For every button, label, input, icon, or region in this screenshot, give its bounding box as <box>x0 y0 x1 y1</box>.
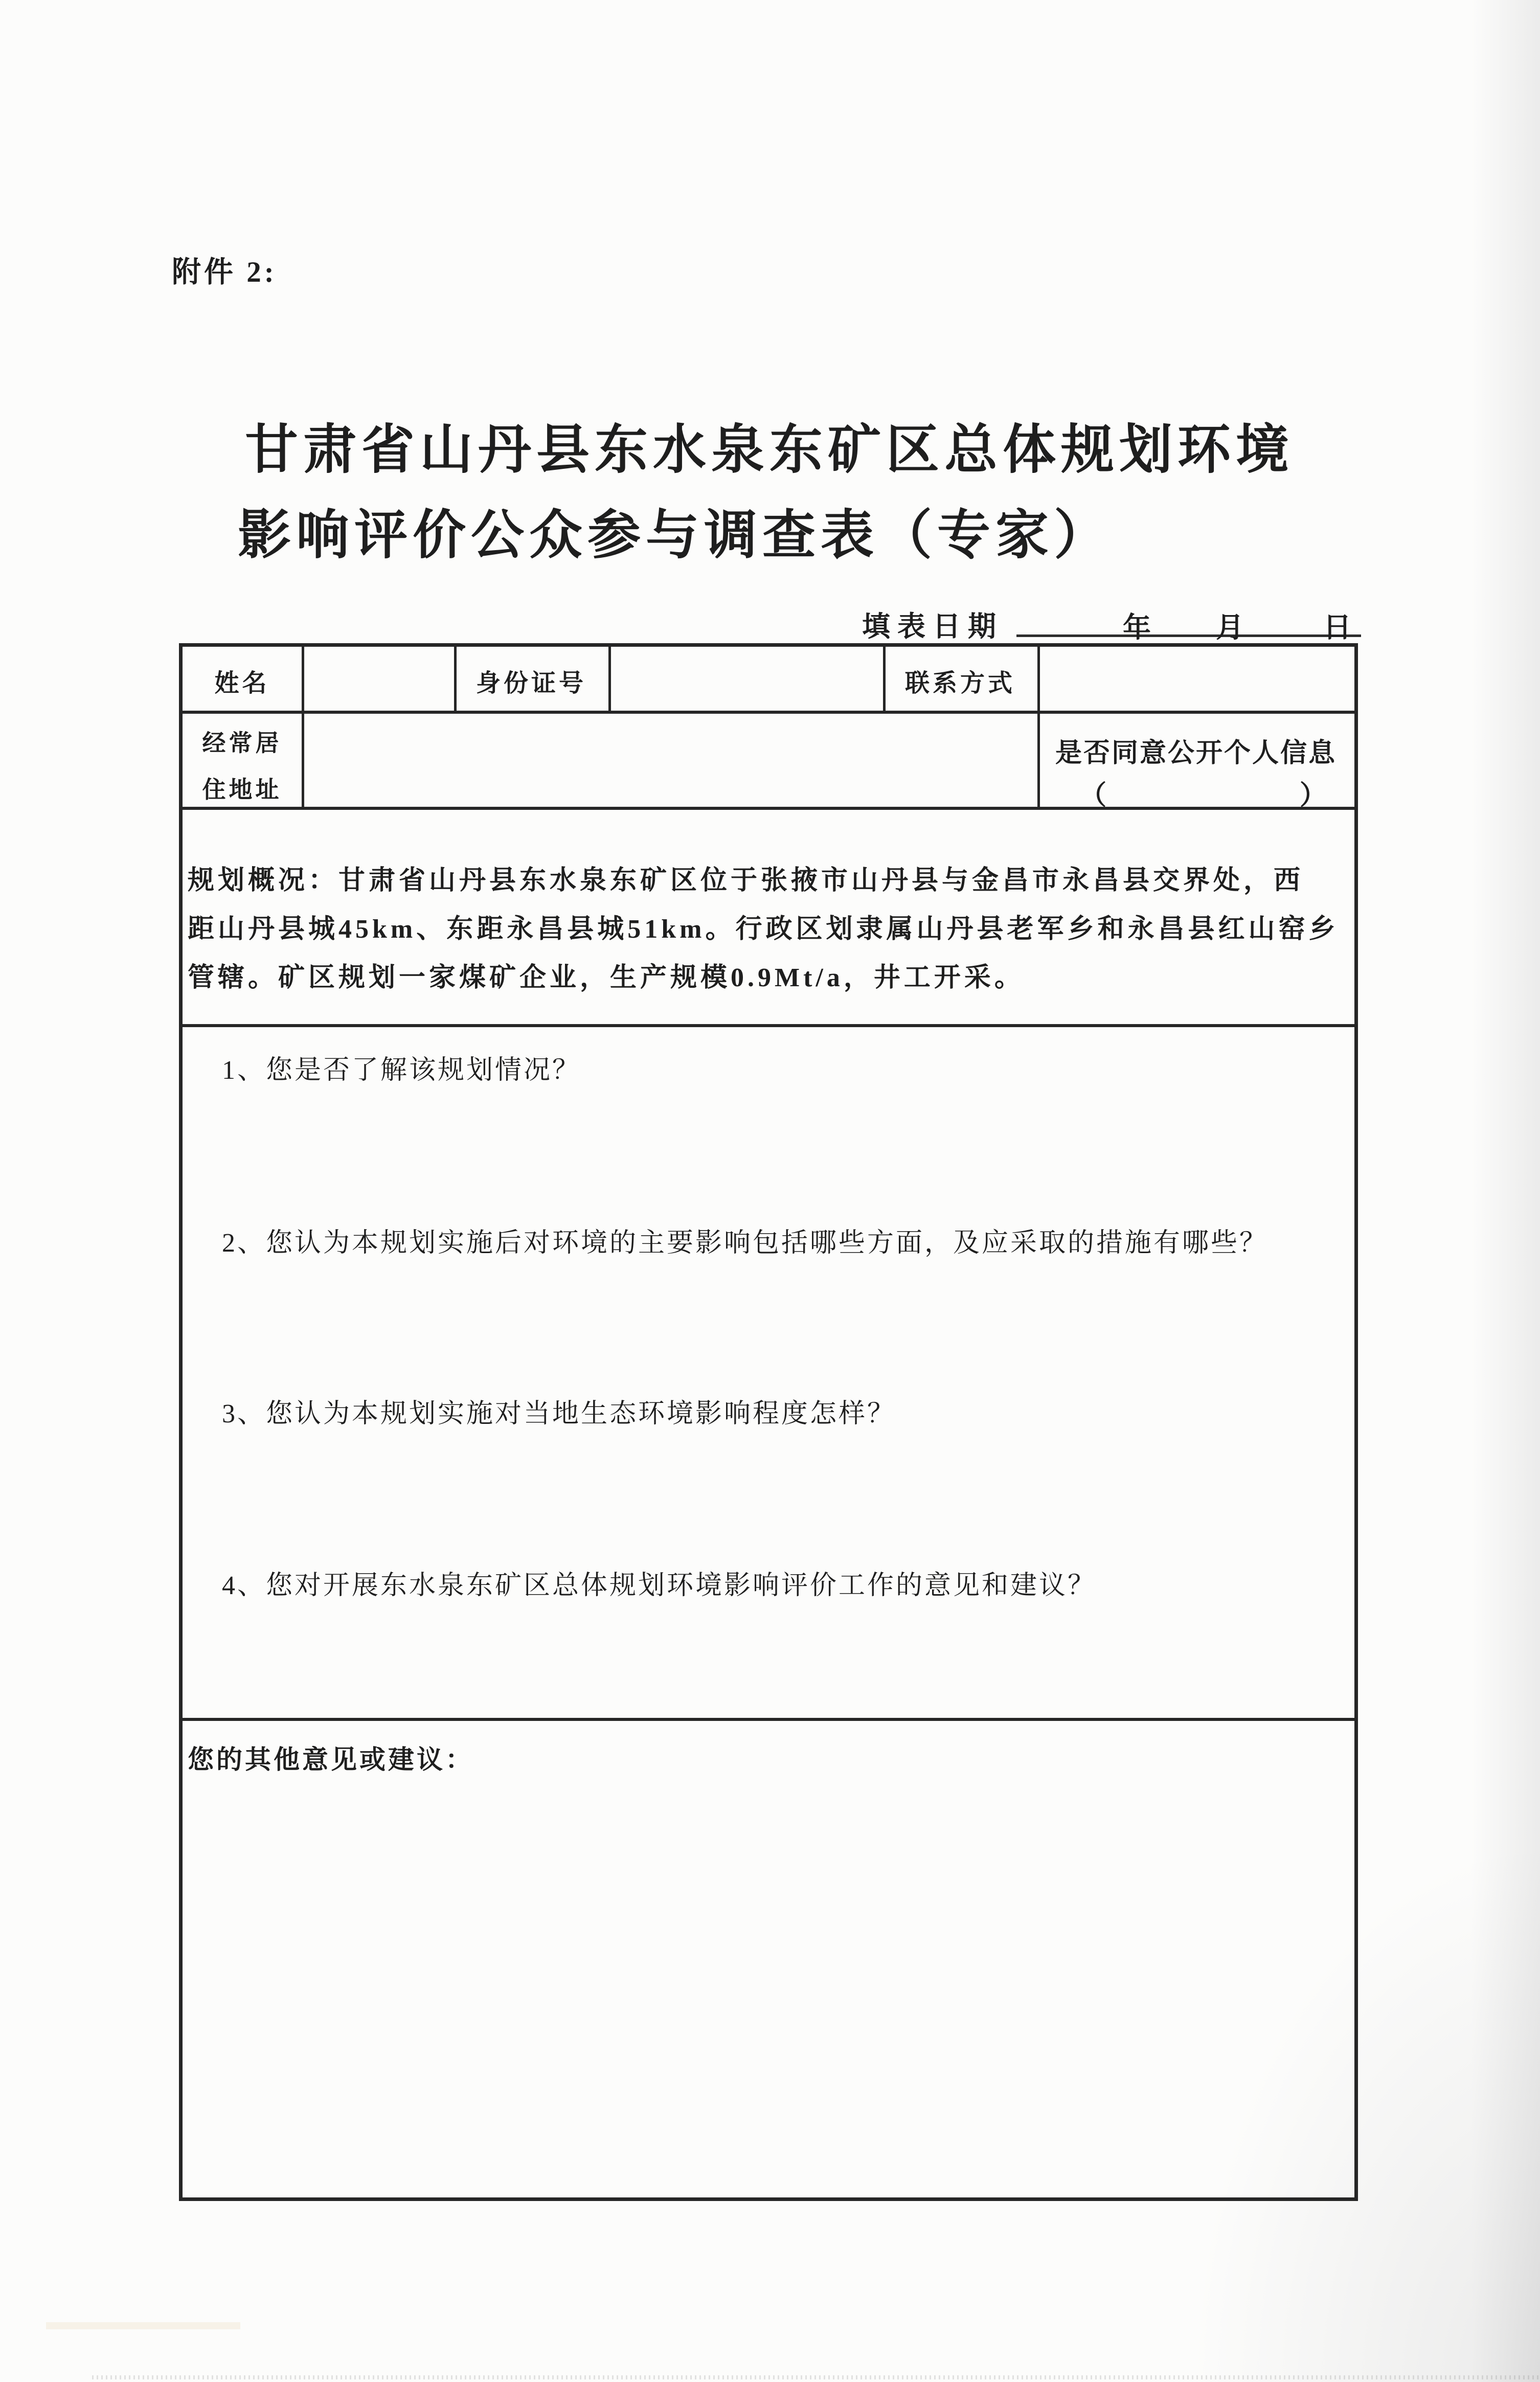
name-label: 姓名 <box>214 670 270 697</box>
scan-artifact-band <box>46 2322 240 2329</box>
question-4: 4、您对开展东水泉东矿区总体规划环境影响评价工作的意见和建议？ <box>222 1571 1097 1600</box>
date-month-label: 月 <box>1216 612 1244 643</box>
date-day-label: 日 <box>1323 612 1352 643</box>
address-label-line-2: 住地址 <box>202 777 282 803</box>
consent-paren-open: （ <box>1080 781 1107 810</box>
fill-date-blank-line <box>1016 604 1361 643</box>
form-title-line-2: 影响评价公众参与调查表（专家） <box>237 506 1112 565</box>
question-2: 2、您认为本规划实施后对环境的主要影响包括哪些方面，及应采取的措施有哪些？ <box>222 1229 1269 1258</box>
consent-paren-close: ） <box>1300 781 1327 810</box>
contact-label: 联系方式 <box>904 670 1015 697</box>
other-suggestions-label: 您的其他意见或建议： <box>188 1746 474 1775</box>
attachment-label: 附件 2: <box>172 256 277 288</box>
row-divider-2 <box>183 807 1354 810</box>
scan-artifact-bottom-edge <box>92 2375 1539 2379</box>
survey-form-table <box>179 643 1358 2201</box>
form-title-line-1: 甘肃省山丹县东水泉东矿区总体规划环境 <box>244 421 1294 480</box>
id-number-label: 身份证号 <box>475 670 586 697</box>
date-year-label: 年 <box>1123 612 1151 643</box>
id-number-value-cell <box>611 647 883 711</box>
address-value-cell <box>304 714 1035 807</box>
plan-overview-line-3: 管辖。矿区规划一家煤矿企业，生产规模0.9Mt/a，井工开采。 <box>188 963 1025 992</box>
plan-overview-line-1: 规划概况：甘肃省山丹县东水泉东矿区位于张掖市山丹县与金昌市永昌县交界处，西 <box>188 866 1304 895</box>
plan-overview-line-2: 距山丹县城45km、东距永昌县城51km。行政区划隶属山丹县老军乡和永昌县红山窑乡 <box>188 915 1339 944</box>
fill-date-label: 填表日期 <box>862 611 1004 642</box>
question-1: 1、您是否了解该规划情况？ <box>222 1056 581 1085</box>
row-divider-4 <box>183 1718 1354 1721</box>
question-3: 3、您认为本规划实施对当地生态环境影响程度怎样？ <box>222 1399 896 1428</box>
name-value-cell <box>304 647 454 711</box>
contact-value-cell <box>1040 647 1354 711</box>
row-divider-3 <box>183 1024 1354 1027</box>
address-label-line-1: 经常居 <box>202 730 282 756</box>
consent-disclosure-label: 是否同意公开个人信息 <box>1055 739 1337 768</box>
